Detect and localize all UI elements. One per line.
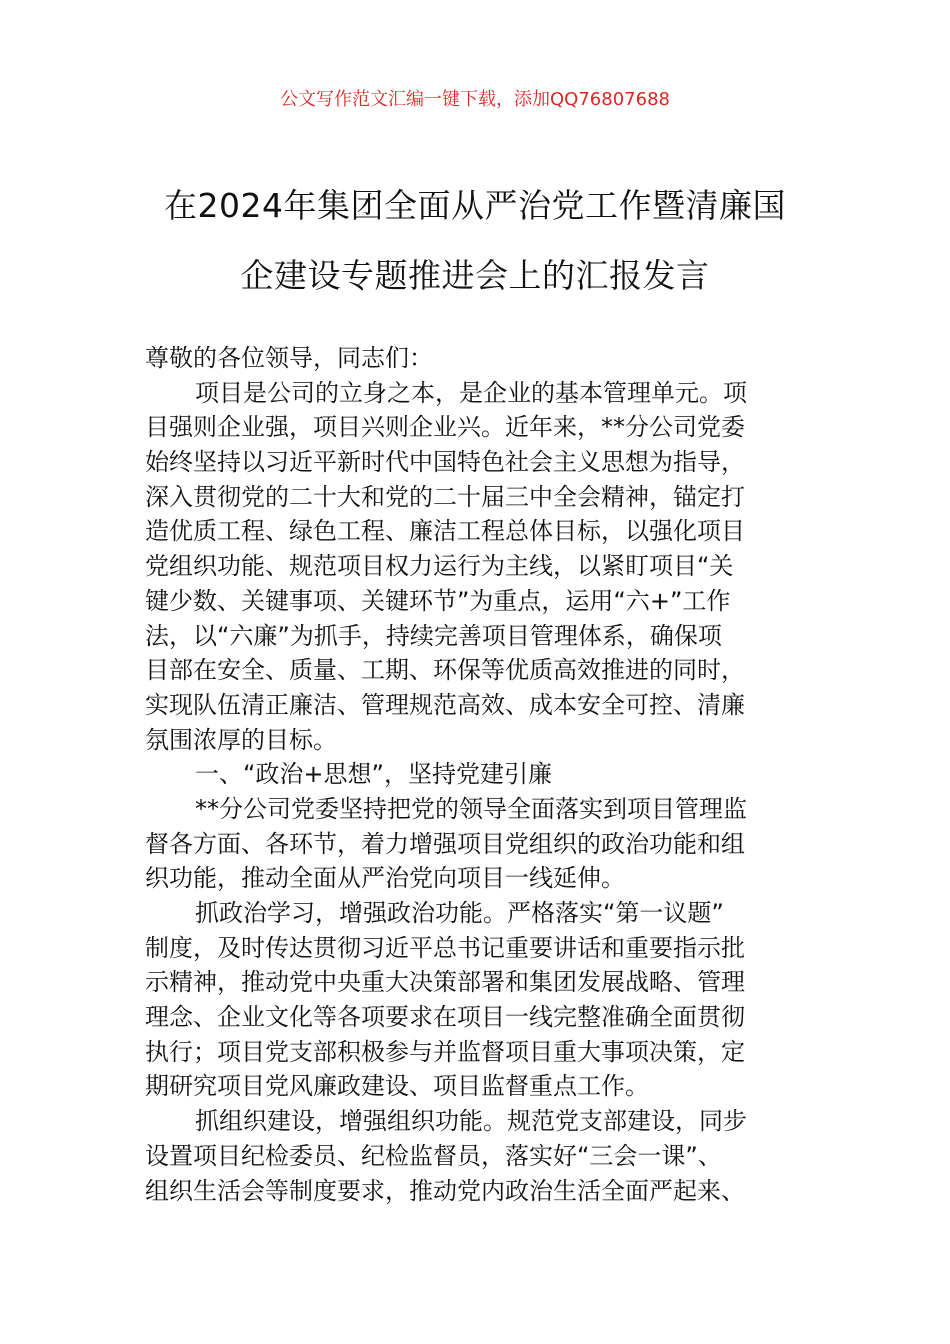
body-text-line: 法，以“六廉”为抓手，持续完善项目管理体系，确保项 (145, 621, 722, 650)
body-text-line: 织功能，推动全面从严治党向项目一线延伸。 (145, 864, 625, 893)
watermark-download-notice: 公文写作范文汇编一键下载，添加QQ76807688 (280, 89, 670, 110)
body-text-line: 抓组织建设，增强组织功能。规范党支部建设，同步 (195, 1107, 747, 1136)
body-text-line: 一、“政治+思想”，坚持党建引廉 (195, 760, 552, 789)
body-text-line: **分公司党委坚持把党的领导全面落实到项目管理监 (195, 794, 747, 823)
body-text-line: 始终坚持以习近平新时代中国特色社会主义思想为指导， (145, 448, 745, 477)
body-text-line: 深入贯彻党的二十大和党的二十届三中全会精神，锚定打 (145, 482, 745, 511)
body-text-line: 设置项目纪检委员、纪检监督员，落实好“三会一课”、 (145, 1141, 722, 1170)
body-text-line: 目部在安全、质量、工期、环保等优质高效推进的同时， (145, 656, 745, 685)
body-text-line: 制度，及时传达贯彻习近平总书记重要讲话和重要指示批 (145, 933, 745, 962)
body-text-line: 党组织功能、规范项目权力运行为主线，以紧盯项目“关 (145, 552, 734, 581)
body-text-line: 执行；项目党支部积极参与并监督项目重大事项决策，定 (145, 1037, 745, 1066)
body-text-line: 项目是公司的立身之本，是企业的基本管理单元。项 (195, 378, 747, 407)
body-text-line: 造优质工程、绿色工程、廉洁工程总体目标，以强化项目 (145, 517, 745, 546)
document-title-line-1: 在2024年集团全面从严治党工作暨清廉国 (164, 186, 786, 225)
document-body (145, 341, 810, 1208)
document-title-line-2: 企建设专题推进会上的汇报发言 (240, 256, 710, 295)
body-text-line: 实现队伍清正廉洁、管理规范高效、成本安全可控、清廉 (145, 690, 745, 719)
body-text-line: 抓政治学习，增强政治功能。严格落实“第一议题” (195, 899, 724, 927)
body-text-line: 期研究项目党风廉政建设、项目监督重点工作。 (145, 1072, 649, 1101)
body-text-line: 键少数、关键事项、关键环节”为重点，运用“六+”工作 (145, 586, 731, 615)
body-text-line: 示精神，推动党中央重大决策部署和集团发展战略、管理 (145, 968, 745, 997)
body-text-line: 氛围浓厚的目标。 (145, 725, 337, 754)
body-text-line: 理念、企业文化等各项要求在项目一线完整准确全面贯彻 (145, 1003, 745, 1032)
body-text-line: 目强则企业强，项目兴则企业兴。近年来，**分公司党委 (145, 413, 745, 442)
body-text-line: 尊敬的各位领导，同志们： (145, 344, 433, 372)
body-text-line: 督各方面、各环节，着力增强项目党组织的政治功能和组 (145, 829, 745, 858)
body-text-line: 组织生活会等制度要求，推动党内政治生活全面严起来、 (145, 1176, 745, 1205)
